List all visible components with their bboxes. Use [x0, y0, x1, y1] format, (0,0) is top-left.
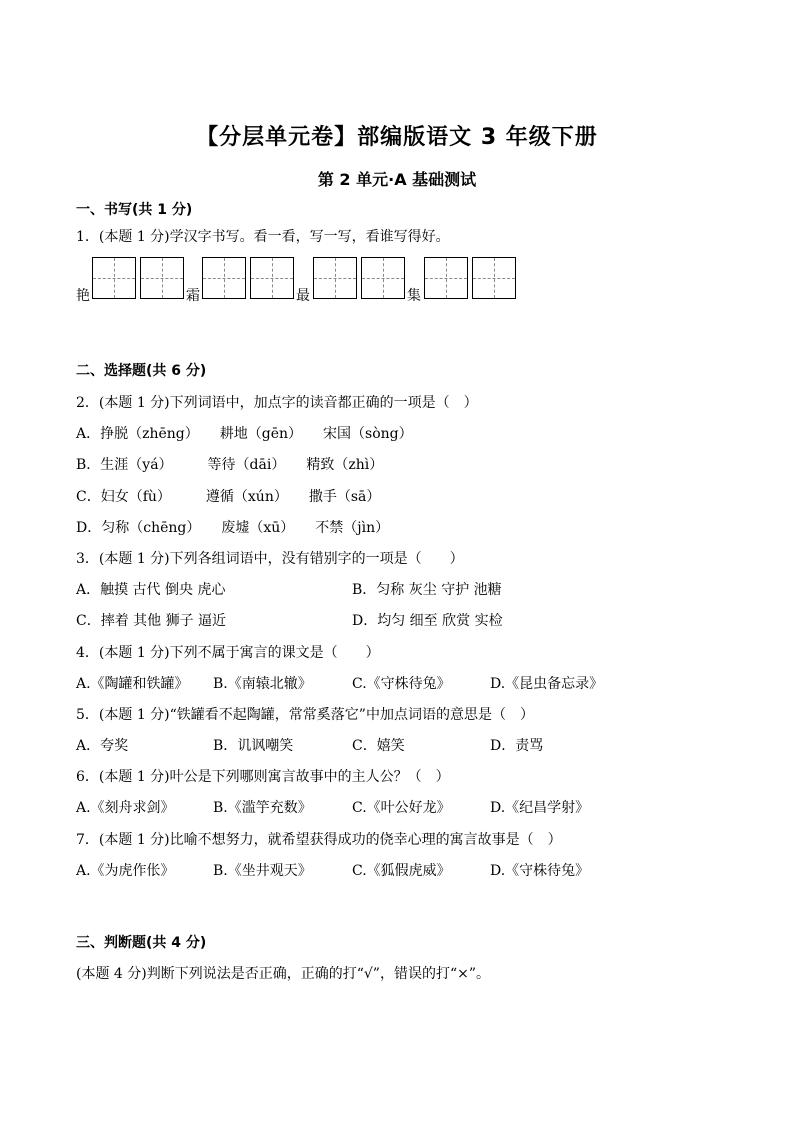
char-label: 集	[407, 288, 421, 304]
question-7: 7．(本题 1 分)比喻不想努力，就希望获得成功的侥幸心理的寓言故事是（ ）	[76, 832, 562, 848]
q3-option-d[interactable]: D．均匀 细至 欣赏 实检	[352, 613, 503, 629]
q5-option-b[interactable]: B．讥讽嘲笑	[213, 738, 294, 754]
writing-box[interactable]	[361, 257, 405, 299]
writing-box[interactable]	[424, 257, 468, 299]
q7-option-c[interactable]: C.《狐假虎威》	[352, 863, 451, 879]
q2-option-c[interactable]: C．妇女（fù） 遵循（xún） 撒手（sā）	[76, 489, 381, 505]
q4-option-d[interactable]: D.《昆虫备忘录》	[490, 676, 604, 692]
q3-option-b[interactable]: B．匀称 灰尘 守护 池糖	[352, 582, 502, 598]
q7-option-a[interactable]: A.《为虎作伥》	[76, 863, 175, 879]
writing-box[interactable]	[202, 257, 246, 299]
q5-option-d[interactable]: D．责骂	[490, 738, 544, 754]
character-writing-grid	[76, 257, 536, 303]
q4-option-a[interactable]: A.《陶罐和铁罐》	[76, 676, 189, 692]
page-subtitle: 第 2 单元·A 基础测试	[317, 170, 477, 189]
q6-option-d[interactable]: D.《纪昌学射》	[490, 800, 590, 816]
q7-option-d[interactable]: D.《守株待兔》	[490, 863, 590, 879]
writing-box[interactable]	[140, 257, 184, 299]
q4-option-c[interactable]: C.《守株待兔》	[352, 676, 451, 692]
writing-box[interactable]	[250, 257, 294, 299]
q2-option-d[interactable]: D．匀称（chēng） 废墟（xū） 不禁（jìn）	[76, 520, 390, 536]
q5-option-a[interactable]: A．夸奖	[76, 738, 129, 754]
char-label: 霜	[186, 288, 200, 304]
question-6: 6．(本题 1 分)叶公是下列哪则寓言故事中的主人公？（ ）	[76, 769, 450, 785]
question-5: 5．(本题 1 分)“铁罐看不起陶罐，常常奚落它”中加点词语的意思是（ ）	[76, 707, 534, 723]
q6-option-c[interactable]: C.《叶公好龙》	[352, 800, 451, 816]
q2-option-a[interactable]: A．挣脱（zhēng） 耕地（gēn） 宋国（sòng）	[76, 426, 413, 442]
question-1: 1．(本题 1 分)学汉字书写。看一看，写一写，看谁写得好。	[76, 229, 450, 245]
q7-option-b[interactable]: B.《坐井观天》	[213, 863, 312, 879]
section-heading-judgement: 三、判断题(共 4 分)	[76, 935, 207, 951]
q4-option-b[interactable]: B.《南辕北辙》	[213, 676, 312, 692]
char-label: 艳	[76, 288, 90, 304]
judgement-instruction: (本题 4 分)判断下列说法是否正确，正确的打“√”，错误的打“×”。	[76, 966, 491, 982]
q2-option-b[interactable]: B．生涯（yá） 等待（dāi） 精致（zhì）	[76, 457, 384, 473]
writing-box[interactable]	[472, 257, 516, 299]
q6-option-a[interactable]: A.《刻舟求剑》	[76, 800, 175, 816]
char-label: 最	[296, 288, 310, 304]
section-heading-choice: 二、选择题(共 6 分)	[76, 363, 207, 379]
section-heading-writing: 一、书写(共 1 分)	[76, 202, 193, 218]
q6-option-b[interactable]: B.《滥竽充数》	[213, 800, 312, 816]
page-title: 【分层单元卷】部编版语文 3 年级下册	[196, 125, 598, 150]
q5-option-c[interactable]: C．嬉笑	[352, 738, 405, 754]
writing-box[interactable]	[313, 257, 357, 299]
writing-box[interactable]	[92, 257, 136, 299]
q3-option-a[interactable]: A．触摸 古代 倒央 虎心	[76, 582, 226, 598]
question-4: 4．(本题 1 分)下列不属于寓言的课文是（ ）	[76, 645, 380, 661]
q3-option-c[interactable]: C．摔着 其他 狮子 逼近	[76, 613, 227, 629]
question-3: 3．(本题 1 分)下列各组词语中，没有错别字的一项是（ ）	[76, 551, 464, 567]
question-2: 2．(本题 1 分)下列词语中，加点字的读音都正确的一项是（ ）	[76, 395, 478, 411]
